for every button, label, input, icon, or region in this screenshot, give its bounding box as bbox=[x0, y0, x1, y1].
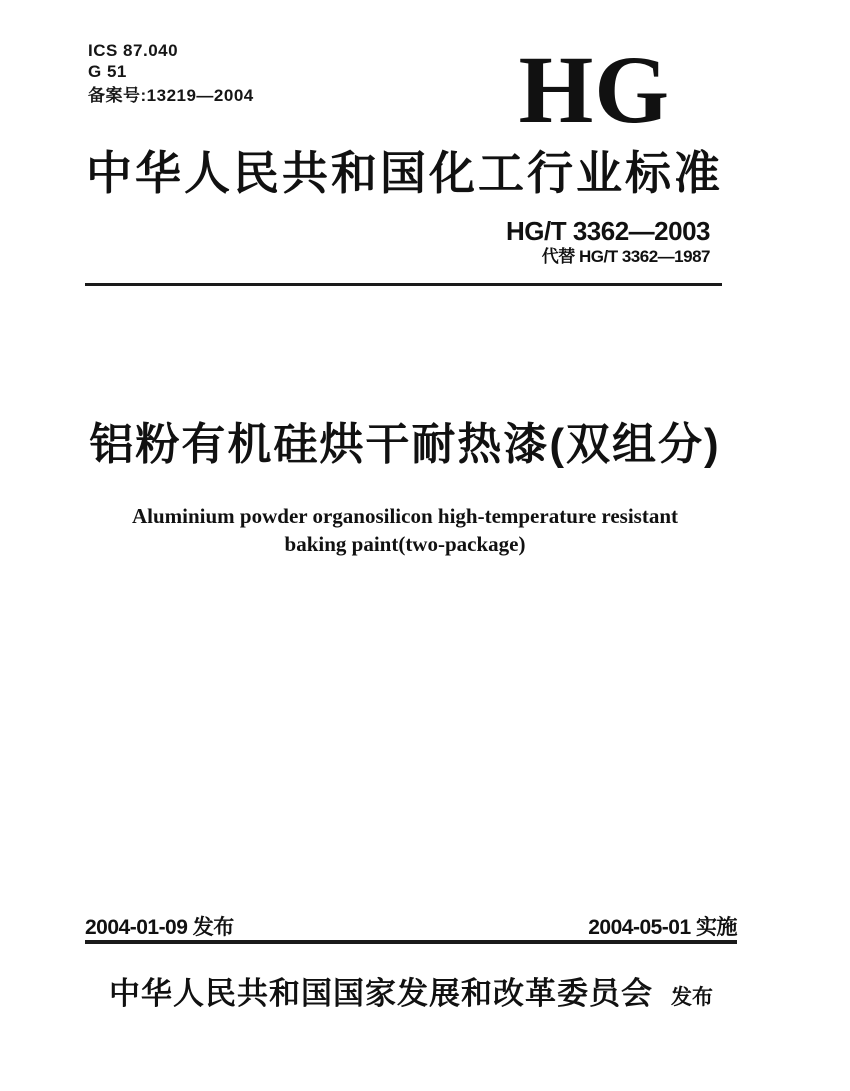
document-title-chinese: 铝粉有机硅烘干耐热漆(双组分) bbox=[89, 420, 721, 469]
english-title-line2: baking paint(two-package) bbox=[284, 532, 526, 556]
dates-row bbox=[85, 911, 737, 941]
standard-number: HG/T 3362—2003 bbox=[505, 216, 710, 246]
document-title-english bbox=[85, 502, 725, 558]
ics-code: ICS 87.040 bbox=[88, 41, 179, 60]
standard-number-block bbox=[506, 217, 710, 267]
hg-logo: HG bbox=[518, 36, 670, 143]
classification-code: G 51 bbox=[88, 62, 127, 81]
implementation-date: 2004-05-01 实施 bbox=[588, 916, 737, 939]
english-title-line1: Aluminium powder organosilicon high-temperature resistant bbox=[131, 504, 678, 528]
bottom-divider bbox=[85, 940, 737, 944]
meta-block bbox=[88, 40, 254, 106]
issued-by-label: 发布 bbox=[671, 985, 713, 1009]
title-block bbox=[85, 420, 725, 558]
issuing-authority: 中华人民共和国国家发展和改革委员会 bbox=[109, 976, 653, 1011]
top-divider bbox=[85, 283, 722, 286]
record-number: 备案号:13219—2004 bbox=[88, 86, 254, 105]
replaces-note: 代替 HG/T 3362—1987 bbox=[541, 247, 710, 266]
issuer-row bbox=[85, 968, 737, 1013]
issue-date: 2004-01-09 发布 bbox=[85, 916, 234, 939]
standard-type-heading: 中华人民共和国化工行业标准 bbox=[86, 148, 723, 199]
